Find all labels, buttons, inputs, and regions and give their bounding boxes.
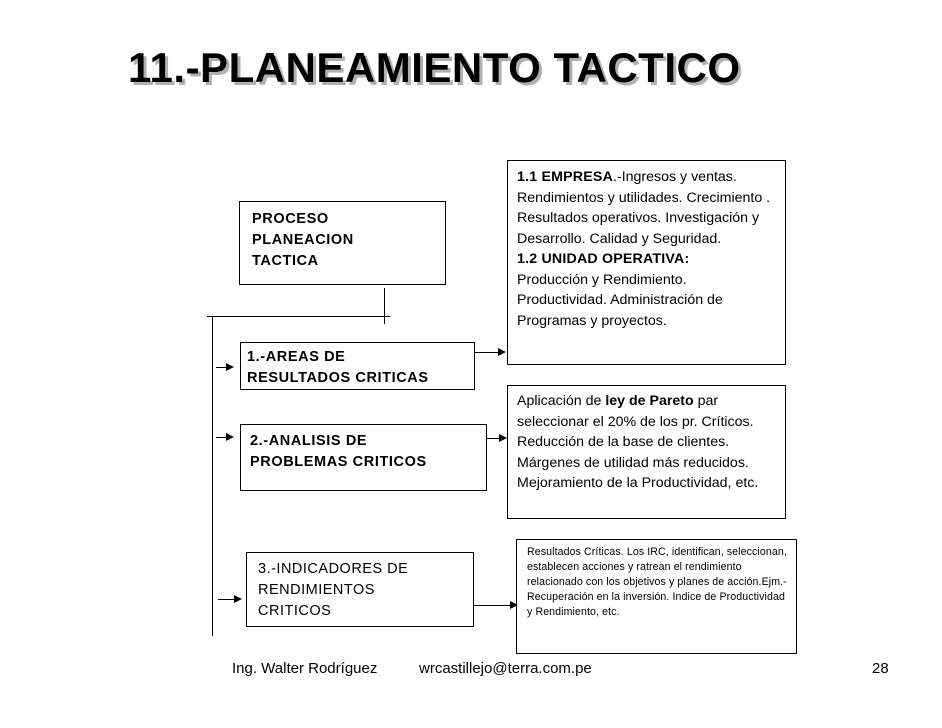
analisis-line2: PROBLEMAS CRITICOS [250, 454, 427, 470]
indicadores-line1: 3.-INDICADORES DE [258, 561, 409, 577]
proceso-line2: PLANEACION [252, 232, 354, 248]
pareto-text-2: par seleccionar el 20% de los pr. Críticos. Reducción de la base de clientes. Márgenes de utilidad más reducidos. Mejoramiento de la Productividad, etc. [517, 393, 759, 491]
arrow-to-areas [216, 367, 232, 368]
pareto-box [507, 385, 786, 519]
arrow-areas-to-empresa [475, 352, 504, 353]
arrow-to-analisis [216, 437, 232, 438]
resultados-box [516, 539, 797, 654]
indicadores-box [246, 552, 474, 627]
empresa-text-2: Producción y Rendimiento. Productividad. Administración de Programas y proyectos. [517, 271, 723, 329]
empresa-heading-2: 1.2 UNIDAD OPERATIVA: [517, 251, 690, 267]
indicadores-line2: RENDIMIENTOS [258, 582, 375, 598]
footer-author: Ing. Walter Rodríguez [232, 660, 378, 677]
page-title: 11.-PLANEAMIENTO TACTICO [128, 44, 741, 91]
proceso-line3: TACTICA [252, 253, 319, 269]
analisis-line1: 2.-ANALISIS DE [250, 433, 368, 449]
connector-drop [384, 288, 385, 324]
empresa-text-1: .-Ingresos y ventas. Rendimientos y utilidades. Crecimiento . Resultados operativos. Investigación y Desarrollo. Calidad y Seguridad. [517, 169, 771, 247]
empresa-heading-1: 1.1 EMPRESA [517, 169, 614, 185]
arrow-indicadores-to-resultados [474, 605, 516, 606]
connector-horizontal [207, 316, 390, 317]
resultados-text: Resultados Críticas. Los IRC, identifican, seleccionan, establecen acciones y ratrean el rendimiento relacionado con los objetivos y planes de acción.Ejm.-Recuperación en la inversión. Indice de Productividad y Rendimiento, etc. [527, 546, 787, 618]
analisis-box [240, 424, 487, 491]
arrow-analisis-to-pareto [487, 438, 505, 439]
proceso-line1: PROCESO [252, 211, 329, 227]
areas-line2: RESULTADOS CRITICAS [247, 370, 429, 386]
connector-trunk [212, 316, 213, 636]
areas-box [240, 342, 475, 390]
arrow-to-indicadores [218, 599, 240, 600]
pareto-bold: ley de Pareto [605, 393, 694, 409]
footer-email: wrcastillejo@terra.com.pe [419, 660, 592, 677]
indicadores-line3: CRITICOS [258, 603, 332, 619]
pareto-text-1: Aplicación de [517, 393, 606, 409]
empresa-box [507, 160, 786, 365]
proceso-box [239, 201, 446, 285]
footer-page-number: 28 [872, 660, 889, 677]
areas-line1: 1.-AREAS DE [247, 349, 346, 365]
